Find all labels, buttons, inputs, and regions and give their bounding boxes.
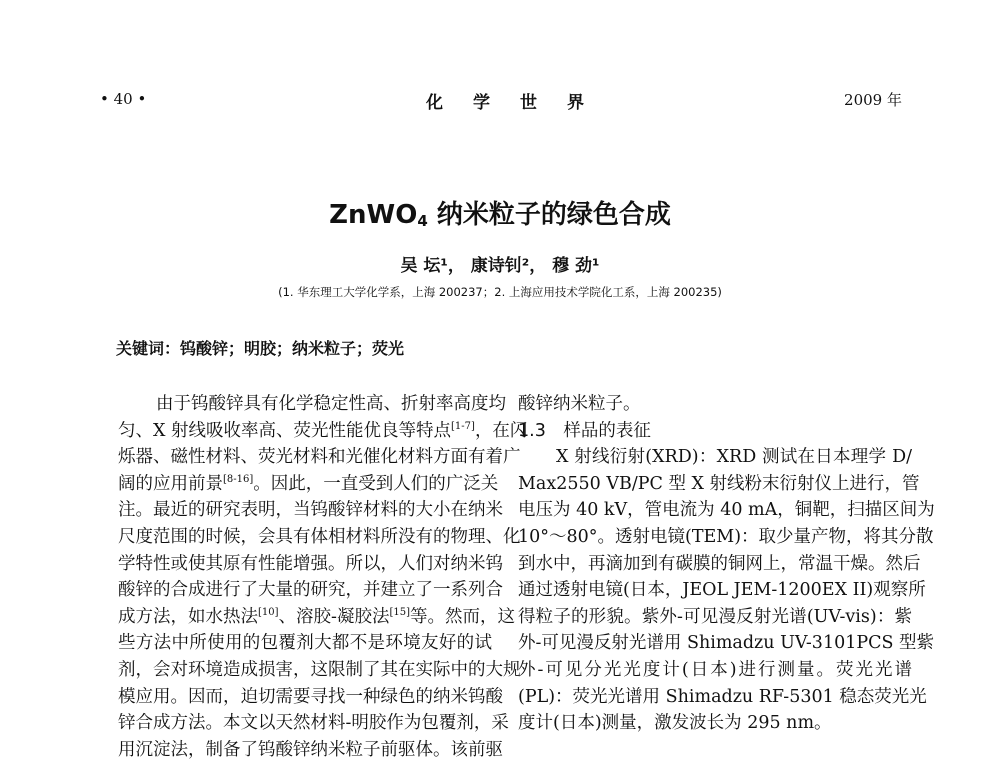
text-line: 学特性或使其原有性能增强。所以，人们对纳米钨: [118, 553, 503, 574]
text-line: 10°～80°。透射电镜(TEM)：取少量产物，将其分散: [518, 526, 934, 547]
title-subscript: 4: [417, 212, 428, 230]
citation-reference: [8-16]: [223, 473, 254, 485]
title-formula: ZnWO: [329, 200, 418, 230]
text-line: 成方法，如水热法[10]、溶胶-凝胶法[15]等。然而，这: [118, 606, 515, 627]
authors: 吴 坛¹， 康诗钊²， 穆 劲¹: [400, 256, 600, 276]
right-column: [518, 391, 935, 737]
left-column: [118, 391, 528, 763]
text-line: 度计(日本)测量，激发波长为 295 nm。: [518, 713, 832, 734]
text-line: 锌合成方法。本文以天然材料-明胶作为包覆剂，采: [118, 713, 509, 734]
keywords: 关键词：钨酸锌；明胶；纳米粒子；荧光: [116, 339, 405, 358]
text-line: 注。最近的研究表明，当钨酸锌材料的大小在纳米: [118, 500, 503, 521]
text-line: 得粒子的形貌。紫外-可见漫反射光谱(UV-vis)：紫: [518, 606, 912, 627]
text-line: 电压为 40 kV，管电流为 40 mA，铜靶，扫描区间为: [518, 500, 935, 521]
text-line: 用沉淀法，制备了钨酸锌纳米粒子前驱体。该前驱: [118, 739, 503, 760]
text-line: 些方法中所使用的包覆剂大都不是环境友好的试: [118, 633, 492, 654]
text-line: 酸锌纳米粒子。: [518, 394, 641, 414]
text-line: 到水中，再滴加到有碳膜的铜网上，常温干燥。然后: [518, 553, 921, 574]
citation-reference: [1-7]: [451, 420, 475, 432]
text-line: 阔的应用前景[8-16]。因此，一直受到人们的广泛关: [118, 473, 499, 494]
text-line: 外-可见分光光度计(日本)进行测量。荧光光谱: [518, 659, 912, 680]
text-line: 外-可见漫反射光谱用 Shimadzu UV-3101PCS 型紫: [518, 633, 935, 654]
text-line: Max2550 VB/PC 型 X 射线粉末衍射仪上进行，管: [518, 473, 920, 494]
text-line: 由于钨酸锌具有化学稳定性高、折射率高度均: [156, 394, 506, 414]
title-text: 纳米粒子的绿色合成: [427, 200, 671, 230]
text-line: 烁器、磁性材料、荧光材料和光催化材料方面有着广: [118, 447, 521, 468]
citation-reference: [10]: [258, 606, 279, 618]
citation-reference: [15]: [389, 606, 410, 618]
affiliations: (1. 华东理工大学化学系，上海 200237；2. 上海应用技术学院化工系，上海 200235): [278, 285, 722, 299]
text-line: 尺度范围的时候，会具有体相材料所没有的物理、化: [118, 526, 521, 547]
page-number: • 40 •: [100, 90, 147, 108]
journal-name: 化学世界: [426, 93, 614, 113]
publication-year: 2009 年: [844, 91, 902, 109]
text-line: 剂，会对环境造成损害，这限制了其在实际中的大规: [118, 659, 521, 680]
section-heading: 1.3 样品的表征: [518, 420, 651, 441]
text-line: X 射线衍射(XRD)：XRD 测试在日本理学 D/: [556, 447, 912, 468]
text-line: 通过透射电镜(日本，JEOL JEM-1200EX II)观察所: [518, 580, 926, 601]
text-line: 模应用。因而，迫切需要寻找一种绿色的纳米钨酸: [118, 686, 503, 707]
text-line: (PL)：荧光光谱用 Shimadzu RF-5301 稳态荧光光: [518, 686, 927, 707]
paper-title: [0, 194, 1000, 231]
text-line: 匀、X 射线吸收率高、荧光性能优良等特点[1-7]，在闪: [118, 420, 528, 441]
text-line: 酸锌的合成进行了大量的研究，并建立了一系列合: [118, 580, 503, 601]
